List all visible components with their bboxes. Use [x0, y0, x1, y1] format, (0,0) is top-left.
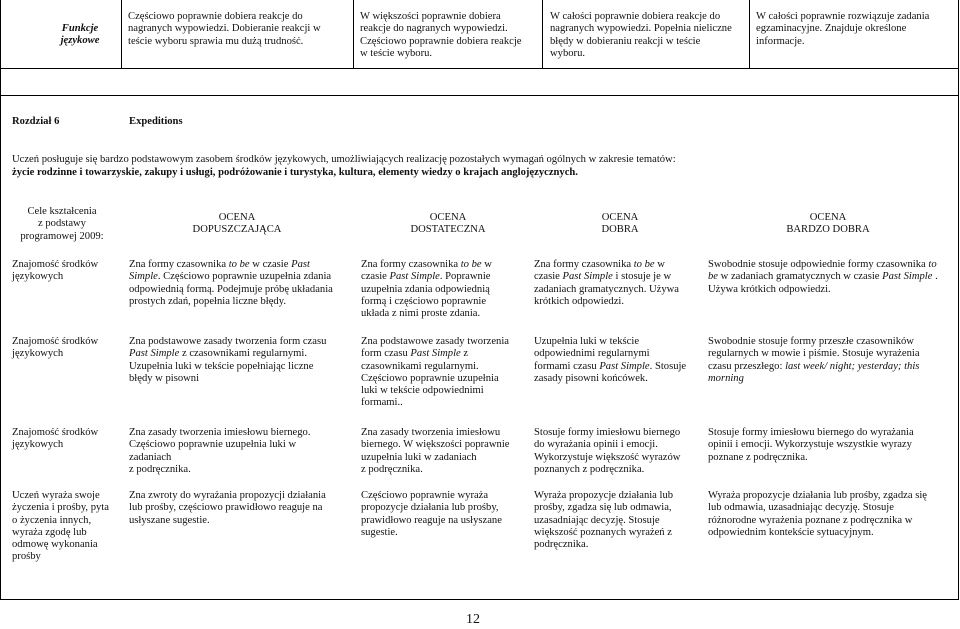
- header-goals: Cele kształcenia z podstawy programowej 2009:: [20, 206, 104, 242]
- row-4-grade-4: Wyraża propozycje działania lub prośby, zgadza się lub odmawia, uzasadniając decyzję. Stosuje większość poznanych wyrażeń z podręcznika.: [534, 490, 674, 551]
- row-1-grade-2: Zna formy czasownika to be w czasie Past Simple. Częściowo poprawnie uzupełnia zdania odpowiednią formą. Podejmuje próbę układania prostych zdań, popełnia liczne błędy.: [129, 259, 333, 307]
- row-3-grade-5: Stosuje formy imiesłowu biernego do wyrażania opinii i emocji. Wykorzystuje wszystkie wyrazy poznane z podręcznika.: [708, 427, 914, 463]
- row-3-grade-4: Stosuje formy imiesłowu biernego do wyrażania opinii i emocji. Wykorzystuje większość wyrazów poznanych z podręcznika.: [534, 427, 681, 475]
- table-border: [749, 0, 750, 69]
- row-3-goal: Znajomość środków językowych: [12, 427, 99, 451]
- top-row-cell-2: W większości poprawnie dobiera reakcje do nagranych wypowiedzi. Częściowo poprawnie dobiera reakcje w teście wyboru.: [360, 11, 522, 59]
- table-border: [542, 0, 543, 69]
- table-border: [0, 0, 1, 600]
- top-row-cell-4: W całości poprawnie rozwiązuje zadania egzaminacyjne. Znajduje określone informacje.: [756, 11, 930, 47]
- table-border: [353, 0, 354, 69]
- table-border: [0, 599, 959, 600]
- chapter-label: Rozdział 6: [12, 116, 60, 127]
- top-row-cell-1: Częściowo poprawnie dobiera reakcje do nagranych wypowiedzi. Dobieranie reakcji w teście wyboru sprawia mu dużą trudność.: [128, 11, 321, 47]
- row-4-goal: Uczeń wyraża swoje życzenia i prośby, pyta o życzenia innych, wyraża zgodę lub odmowę wykonania prośby: [12, 490, 109, 563]
- row-2-grade-3: Zna podstawowe zasady tworzenia form czasu Past Simple z czasownikami regularnymi. Częściowo poprawnie uzupełnia luki w tekście odpowiednimi formami..: [361, 336, 509, 409]
- header-grade-3: OCENA DOSTATECZNA: [410, 212, 486, 236]
- row-1-grade-5: Swobodnie stosuje odpowiednie formy czasownika to be w zadaniach gramatycznych w czasie Past Simple . Używa krótkich odpowiedzi.: [708, 259, 938, 295]
- table-border: [121, 0, 122, 69]
- row-2-grade-5: Swobodnie stosuje formy przeszłe czasowników regularnych w mowie i piśmie. Stosuje wyrażenia czasu przeszłego: last week/ night; yesterday; this morning: [708, 336, 920, 384]
- table-border: [958, 0, 959, 600]
- row-4-grade-2: Zna zwroty do wyrażania propozycji działania lub prośby, częściowo prawidłowo reaguje na usłyszane sugestie.: [129, 490, 326, 526]
- header-grade-2: OCENA DOPUSZCZAJĄCA: [192, 212, 282, 236]
- table-border: [0, 95, 959, 96]
- top-row-cell-3: W całości poprawnie dobiera reakcje do nagranych wypowiedzi. Popełnia nieliczne błędy w dobieraniu reakcji w teście wyboru.: [550, 11, 732, 59]
- row-2-grade-2: Zna podstawowe zasady tworzenia form czasu Past Simple z czasownikami regularnymi. Uzupełnia luki w tekście popełniając liczne błędy w pisowni: [129, 336, 327, 384]
- row-1-goal: Znajomość środków językowych: [12, 259, 99, 283]
- top-row-label: Funkcje językowe: [60, 23, 100, 47]
- header-grade-4: OCENA DOBRA: [601, 212, 639, 236]
- intro-topics: życie rodzinne i towarzyskie, zakupy i usługi, podróżowanie i turystyka, kultura, elementy wiedzy o krajach anglojęzycznych.: [12, 167, 578, 178]
- row-1-grade-4: Zna formy czasownika to be w czasie Past Simple i stosuje je w zadaniach gramatycznych. Używa krótkich odpowiedzi.: [534, 259, 679, 307]
- intro-text: Uczeń posługuje się bardzo podstawowym zasobem środków językowych, umożliwiających realizację pozostałych wymagań ogólnych w zakresie tematów:: [12, 154, 676, 165]
- row-4-grade-5: Wyraża propozycje działania lub prośby, zgadza się lub odmawia, uzasadniając decyzję. Stosuje różnorodne wyrażenia poznane z podręcznika w odpowiednim kontekście sytuacyjnym.: [708, 490, 927, 538]
- header-grade-5: OCENA BARDZO DOBRA: [786, 212, 870, 236]
- row-3-grade-3: Zna zasady tworzenia imiesłowu biernego. W większości poprawnie uzupełnia luki w zadaniach z podręcznika.: [361, 427, 510, 475]
- row-2-goal: Znajomość środków językowych: [12, 336, 99, 360]
- row-3-grade-2: Zna zasady tworzenia imiesłowu biernego. Częściowo poprawnie uzupełnia luki w zadaniach z podręcznika.: [129, 427, 311, 475]
- row-2-grade-4: Uzupełnia luki w tekście odpowiednimi regularnymi formami czasu Past Simple. Stosuje zasady pisowni końcówek.: [534, 336, 687, 384]
- chapter-title: Expeditions: [129, 116, 183, 127]
- row-4-grade-3: Częściowo poprawnie wyraża propozycje działania lub prośby, prawidłowo reaguje na usłyszane sugestie.: [361, 490, 502, 538]
- row-1-grade-3: Zna formy czasownika to be w czasie Past Simple. Poprawnie uzupełnia zdania odpowiednią formą i częściowo poprawnie układa z nimi proste zdania.: [361, 259, 492, 320]
- table-border: [0, 68, 959, 69]
- page-number: 12: [466, 612, 480, 627]
